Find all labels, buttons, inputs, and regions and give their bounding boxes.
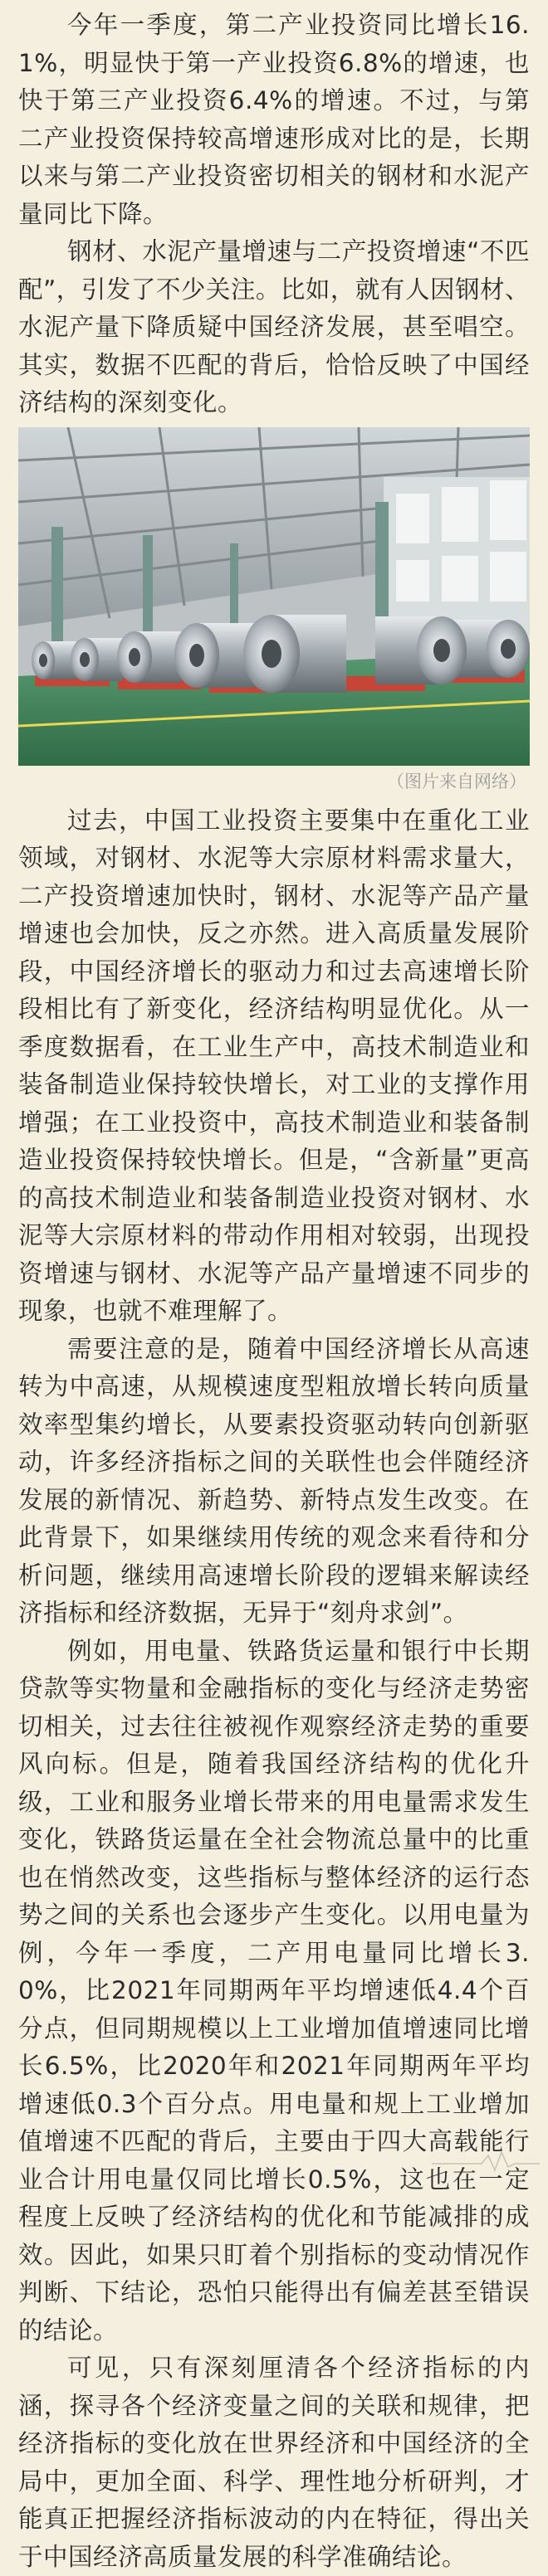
decorative-pulse-line — [0, 2149, 548, 2174]
paragraph-5: 例如，用电量、铁路货运量和银行中长期贷款等实物量和金融指标的变化与经济走势密切相关，过去往往被视作观察经济走势的重要风向标。但是，随着我国经济结构的优化升级，工业和服务业增长带来的用电量需求发生变化，铁路货运量在全社会物流总量中的比重也在悄然改变，这些指标与整体经济的运行态势之间的关系也会逐步产生变化。以用电量为例，今年一季度，二产用电量同比增长3.0%，比2021年同期两年平均增速低4.4个百分点，但同期规模以上工业增加值增速同比增长6.5%，比2020年和2021年同期两年平均增速低0.3个百分点。用电量和规上工业增加值增速不匹配的背后，主要由于四大高载能行业合计用电量仅同比增长0.5%，这也在一定程度上反映了经济结构的优化和节能减排的成效。因此，如果只盯着个别指标的变动情况作判断、下结论，恐怕只能得出有偏差甚至错误的结论。 — [18, 1636, 530, 2345]
paragraph-2: 钢材、水泥产量增速与二产投资增速“不匹配”，引发了不少关注。比如，就有人因钢材、水泥产量下降质疑中国经济发展，甚至唱空。其实，数据不匹配的背后，恰恰反映了中国经济结构的深刻变化。 — [18, 237, 530, 416]
paragraph-4: 需要注意的是，随着中国经济增长从高速转为中高速，从规模速度型粗放增长转向质量效率型集约增长，从要素投资驱动转向创新驱动，许多经济指标之间的关联性也会伴随经济发展的新情况、新趋势、新特点发生改变。在此背景下，如果继续用传统的观念来看待和分析问题，继续用高速增长阶段的逻辑来解读经济指标和经济数据，无异于“刻舟求剑”。 — [18, 1334, 530, 1627]
paragraph-6: 可见，只有深刻厘清各个经济指标的内涵，探寻各个经济变量之间的关联和规律，把经济指标的变化放在世界经济和中国经济的全局中，更加全面、科学、理性地分析研判，才能真正把握经济指标波动的内在特征，得出关于中国经济高质量发展的科学准确结论。 — [18, 2354, 530, 2571]
paragraph-1: 今年一季度，第二产业投资同比增长16.1%，明显快于第一产业投资6.8%的增速，也快于第三产业投资6.4%的增速。不过，与第二产业投资保持较高增速形成对比的是，长期以来与第二产业投资密切相关的钢材和水泥产量同比下降。 — [18, 11, 530, 228]
image-caption: （图片来自网络） — [387, 771, 526, 791]
paragraph-3: 过去，中国工业投资主要集中在重化工业领域，对钢材、水泥等大宗原材料需求量大，二产投资增速加快时，钢材、水泥等产品产量增速也会加快，反之亦然。进入高质量发展阶段，中国经济增长的驱动力和过去高速增长阶段相比有了新变化，经济结构明显优化。从一季度数据看，在工业生产中，高技术制造业和装备制造业保持较快增长，对工业的支撑作用增强；在工业投资中，高技术制造业和装备制造业投资保持较快增长。但是，“含新量”更高的高技术制造业和装备制造业投资对钢材、水泥等大宗原材料的带动作用相对较弱，出现投资增速与钢材、水泥等产品产量增速不同步的现象，也就不难理解了。 — [18, 806, 530, 1325]
article — [18, 7, 530, 2576]
steel-coil-factory-photo — [18, 427, 530, 766]
